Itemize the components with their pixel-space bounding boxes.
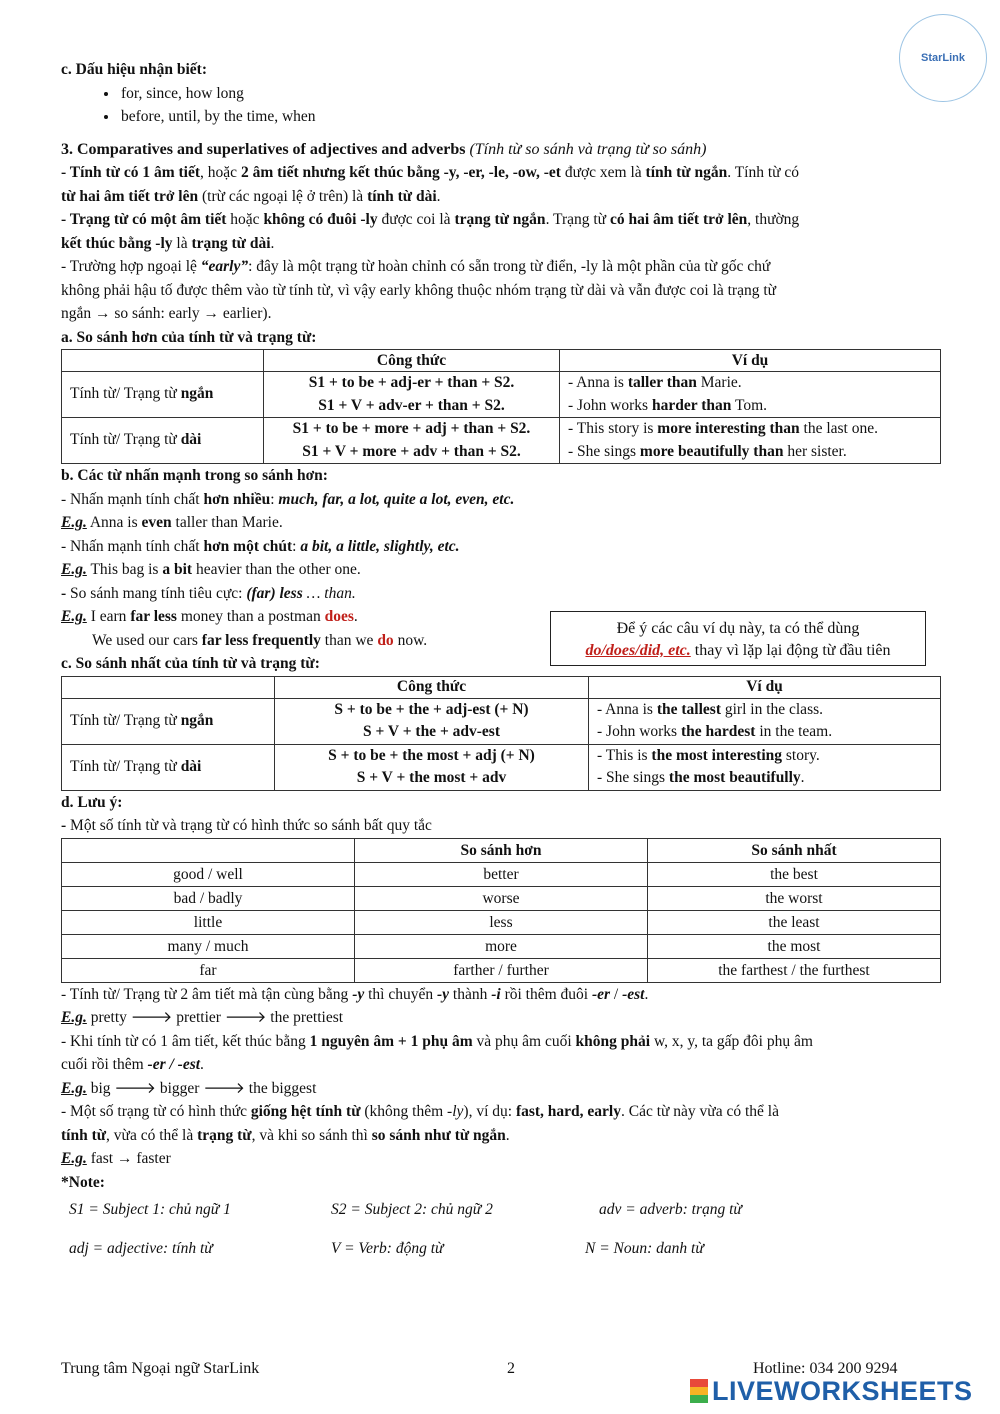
- example-line: E.g. big 🡒 bigger 🡒 the biggest: [61, 1079, 317, 1097]
- tip-box: Để ý các câu ví dụ này, ta có thể dùng do/does/did, etc. thay vì lặp lại động từ đầu tiên: [550, 611, 926, 666]
- example-line: E.g. Anna is even taller than Marie.: [61, 514, 283, 531]
- table-row: [62, 958, 941, 982]
- signs-title: c. Dấu hiệu nhận biết:: [61, 61, 207, 78]
- comparative-table: [61, 349, 941, 464]
- arrow-icon: 🡒: [130, 1009, 173, 1026]
- table-cell: many / much: [62, 934, 355, 958]
- table-cell: farther / further: [355, 958, 648, 982]
- table-cell: good / well: [62, 862, 355, 886]
- table-row: [62, 676, 941, 698]
- table-row: [62, 910, 941, 934]
- table-cell: the least: [648, 910, 941, 934]
- table-header: [62, 676, 275, 698]
- formula-cell: S + to be + the + adj-est (+ N) S + V + the + adv-est: [275, 698, 589, 744]
- same-form-rule: tính từ, vừa có thể là trạng từ, và khi so sánh thì so sánh như từ ngắn.: [61, 1126, 510, 1144]
- notes-intro: - Một số tính từ và trạng từ có hình thức so sánh bất quy tắc: [61, 817, 432, 834]
- liveworksheets-icon: [690, 1379, 708, 1403]
- emphasis-title: b. Các từ nhấn mạnh trong so sánh hơn:: [61, 467, 328, 484]
- same-form-rule: - Một số trạng từ có hình thức giống hệt tính từ (không thêm -ly), ví dụ: fast, hard, early. Các từ này vừa có thể là: [61, 1103, 779, 1120]
- signs-list: [61, 82, 941, 129]
- example-cell: - Anna is taller than Marie. - John works harder than Tom.: [560, 372, 941, 418]
- intro-paragraph: - Trường hợp ngoại lệ “early”: đây là một trạng từ hoàn chỉnh có sẵn trong từ điển, -ly là một phần của từ gốc chứ: [61, 258, 771, 275]
- footer-center-name: Trung tâm Ngoại ngữ StarLink: [61, 1360, 260, 1377]
- table-header: [62, 838, 355, 862]
- example-line: We used our cars far less frequently than we do now.: [92, 631, 428, 649]
- table-cell: worse: [355, 886, 648, 910]
- footer-hotline: Hotline: 034 200 9294: [753, 1360, 898, 1377]
- arrow-icon: 🡒: [203, 1079, 245, 1097]
- emphasis-line: - Nhấn mạnh tính chất hơn nhiều: much, far, a lot, quite a lot, even, etc.: [61, 490, 515, 508]
- intro-paragraph: ngắn → so sánh: early → earlier).: [61, 305, 272, 322]
- superlative-title: c. So sánh nhất của tính từ và trạng từ:: [61, 655, 320, 672]
- table-header: [62, 350, 264, 372]
- example-line: E.g. fast → faster: [61, 1150, 171, 1167]
- table-row: [62, 350, 941, 372]
- intro-paragraph: kết thúc bằng -ly là trạng từ dài.: [61, 234, 275, 252]
- intro-paragraph: - Trạng từ có một âm tiết hoặc không có đuôi -ly được coi là trạng từ ngắn. Trạng từ có hai âm tiết trở lên, thường: [61, 211, 800, 228]
- y-rule: - Tính từ/ Trạng từ 2 âm tiết mà tận cùng bằng -y thì chuyển -y thành -i rồi thêm đuôi -er / -est.: [61, 985, 649, 1003]
- table-cell: the worst: [648, 886, 941, 910]
- table-cell: the farthest / the furthest: [648, 958, 941, 982]
- page-number: 2: [507, 1360, 515, 1377]
- list-item: • for, since, how long: [119, 82, 941, 106]
- row-label: Tính từ/ Trạng từ ngắn: [62, 372, 264, 418]
- table-row: [62, 418, 941, 464]
- example-cell: - This is the most interesting story. - She sings the most beautifully.: [589, 744, 941, 790]
- intro-paragraph: không phải hậu tố được thêm vào từ tính từ, vì vậy early không thuộc nhóm trạng từ dài và vẫn được coi là trạng từ: [61, 281, 777, 299]
- list-item: • before, until, by the time, when: [119, 105, 941, 129]
- table-row: [62, 838, 941, 862]
- table-row: [62, 372, 941, 418]
- comparative-title: a. So sánh hơn của tính từ và trạng từ:: [61, 328, 317, 346]
- table-header: So sánh hơn: [355, 838, 648, 862]
- row-label: Tính từ/ Trạng từ ngắn: [62, 698, 275, 744]
- table-row: [62, 698, 941, 744]
- arrow-icon: 🡒: [224, 1009, 267, 1026]
- abbreviation-row: adj = adjective: tính từ V = Verb: động từ N = Noun: danh từ: [69, 1240, 704, 1257]
- table-header: Ví dụ: [589, 676, 941, 698]
- abbreviation-row: S1 = Subject 1: chủ ngữ 1 S2 = Subject 2: chủ ngữ 2 adv = adverb: trạng từ: [69, 1201, 742, 1218]
- arrow-icon: 🡒: [114, 1079, 156, 1097]
- example-line: E.g. pretty 🡒 prettier 🡒 the prettiest: [61, 1009, 344, 1026]
- emphasis-line: - Nhấn mạnh tính chất hơn một chút: a bit, a little, slightly, etc.: [61, 537, 460, 555]
- table-cell: the most: [648, 934, 941, 958]
- example-line: E.g. This bag is a bit heavier than the other one.: [61, 561, 361, 578]
- intro-paragraph: từ hai âm tiết trở lên (trừ các ngoại lệ ở trên) là tính từ dài.: [61, 187, 441, 205]
- table-row: [62, 744, 941, 790]
- table-header: Công thức: [264, 350, 560, 372]
- table-cell: less: [355, 910, 648, 934]
- formula-cell: S1 + to be + adj-er + than + S2. S1 + V + adv-er + than + S2.: [264, 372, 560, 418]
- row-label: Tính từ/ Trạng từ dài: [62, 418, 264, 464]
- irregular-table: [61, 838, 941, 983]
- section-3-title: 3. Comparatives and superlatives of adjectives and adverbs (Tính từ so sánh và trạng từ so sánh): [61, 140, 707, 158]
- table-cell: better: [355, 862, 648, 886]
- superlative-table: [61, 676, 941, 791]
- formula-cell: S + to be + the most + adj (+ N) S + V + the most + adv: [275, 744, 589, 790]
- table-cell: bad / badly: [62, 886, 355, 910]
- starlink-logo: StarLink: [899, 14, 987, 102]
- double-rule: - Khi tính từ có 1 âm tiết, kết thúc bằng 1 nguyên âm + 1 phụ âm và phụ âm cuối không phải w, x, y, ta gấp đôi phụ âm: [61, 1032, 813, 1050]
- notes-title: d. Lưu ý:: [61, 793, 123, 811]
- row-label: Tính từ/ Trạng từ dài: [62, 744, 275, 790]
- intro-paragraph: - Tính từ có 1 âm tiết, hoặc 2 âm tiết nhưng kết thúc bằng -y, -er, -le, -ow, -et được xem là tính từ ngắn. Tính từ có: [61, 164, 800, 181]
- table-cell: far: [62, 958, 355, 982]
- example-cell: - Anna is the tallest girl in the class. - John works the hardest in the team.: [589, 698, 941, 744]
- table-header: Công thức: [275, 676, 589, 698]
- table-row: [62, 934, 941, 958]
- emphasis-line: - So sánh mang tính tiêu cực: (far) less … than.: [61, 584, 356, 602]
- table-cell: the best: [648, 862, 941, 886]
- note-title: *Note:: [61, 1173, 105, 1191]
- table-header: So sánh nhất: [648, 838, 941, 862]
- double-rule: cuối rồi thêm -er / -est.: [61, 1056, 204, 1073]
- formula-cell: S1 + to be + more + adj + than + S2. S1 + V + more + adv + than + S2.: [264, 418, 560, 464]
- table-header: Ví dụ: [560, 350, 941, 372]
- example-line: E.g. I earn far less money than a postman does.: [61, 608, 358, 625]
- liveworksheets-logo: LIVEWORKSHEETS: [690, 1376, 973, 1407]
- example-cell: - This story is more interesting than the last one. - She sings more beautifully than her sister.: [560, 418, 941, 464]
- table-cell: more: [355, 934, 648, 958]
- table-cell: little: [62, 910, 355, 934]
- table-row: [62, 862, 941, 886]
- table-row: [62, 886, 941, 910]
